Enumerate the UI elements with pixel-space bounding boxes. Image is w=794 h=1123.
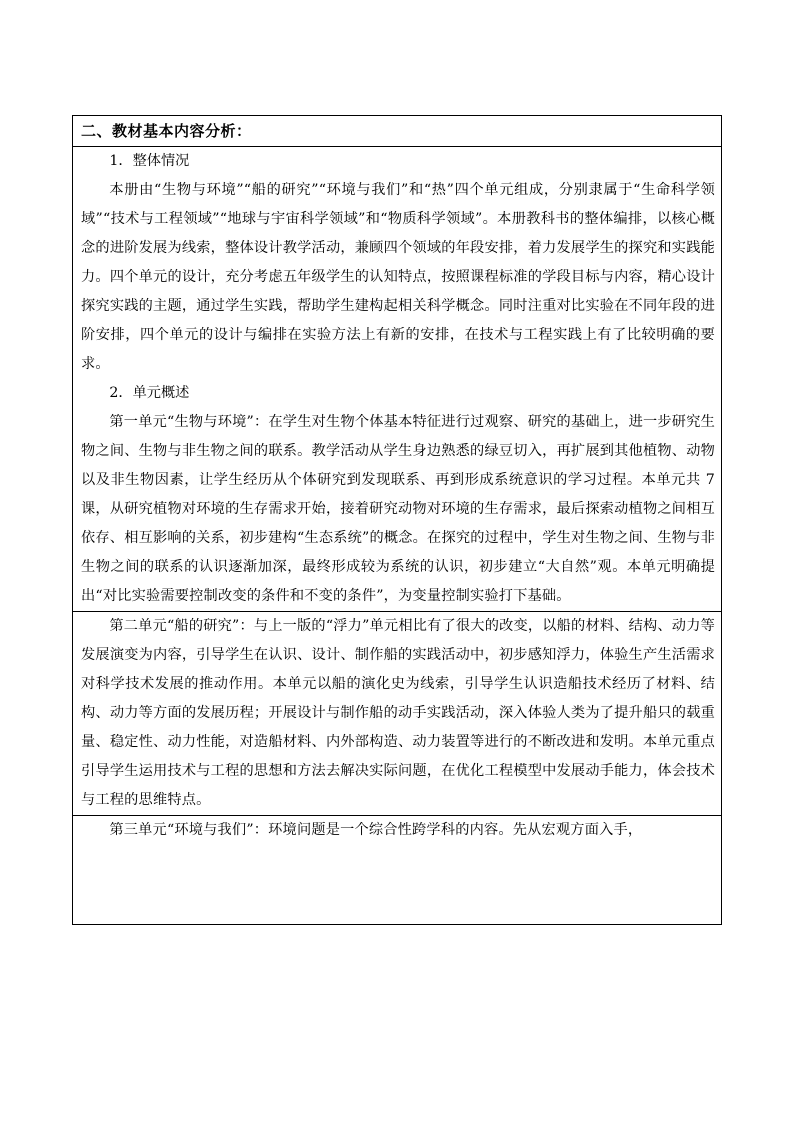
section-body [73, 147, 721, 845]
paragraph-unit-1: 第一单元“生物与环境”：在学生对生物个体基本特征进行过观察、研究的基础上，进一步研究生物之间、生物与非生物之间的联系。教学活动从学生身边熟悉的绿豆切入，再扩展到其他植物、动物以及非生物因素，让学生经历从个体研究到发现联系、再到形成系统意识的学习过程。本单元共 7 课，从研究植物对环境的生存需求开始，接着研究动物对环境的生存需求，最后探索动植物之间相互依存、相互影响的关系，初步建构“生态系统”的概念。在探究的过程中，学生对生物之间、生物与非生物之间的联系的认识逐渐加深，最终形成较为系统的认识，初步建立“大自然”观。本单元明确提出“对比实验需要控制改变的条件和不变的条件”，为变量控制实验打下基础。 [81, 414, 715, 604]
paragraph-overall: 本册由“生物与环境”“船的研究”“环境与我们”和“热”四个单元组成，分别隶属于“生命科学领域”“技术与工程领域”“地球与宇宙科学领域”和“物质科学领域”。本册教科书的整体编排，以核心概念的进阶发展为线索，整体设计教学活动，兼顾四个领域的年段安排，着力发展学生的探究和实践能力。四个单元的设计，充分考虑五年级学生的认知特点，按照课程标准的学段目标与内容，精心设计探究实践的主题，通过学生实践，帮助学生建构起相关科学概念。同时注重对比实验在不同年段的进阶安排，四个单元的设计与编排在实验方法上有新的安排，在技术与工程实践上有了比较明确的要求。 [81, 182, 715, 372]
content-table [72, 115, 722, 925]
subsection-heading-units: 2．单元概述 [109, 385, 190, 401]
paragraph-unit-3: 第三单元“环境与我们”：环境问题是一个综合性跨学科的内容。先从宏观方面入手， [109, 822, 643, 838]
subsection-heading-overall: 1．整体情况 [109, 153, 190, 169]
paragraph-unit-2: 第二单元“船的研究”：与上一版的“浮力”单元相比有了很大的改变，以船的材料、结构、动力等发展演变为内容，引导学生在认识、设计、制作船的实践活动中，初步感知浮力，体验生产生活需求对科学技术发展的推动作用。本单元以船的演化史为线索，引导学生认识造船技术经历了材料、结构、动力等方面的发展历程；开展设计与制作船的动手实践活动，深入体验人类为了提升船只的载重量、稳定性、动力性能，对造船材料、内外部构造、动力装置等进行的不断改进和发明。本单元重点引导学生运用技术与工程的思想和方法去解决实际问题，在优化工程模型中发展动手能力，体会技术与工程的思维特点。 [81, 618, 715, 808]
section-title: 二、教材基本内容分析： [73, 116, 721, 147]
